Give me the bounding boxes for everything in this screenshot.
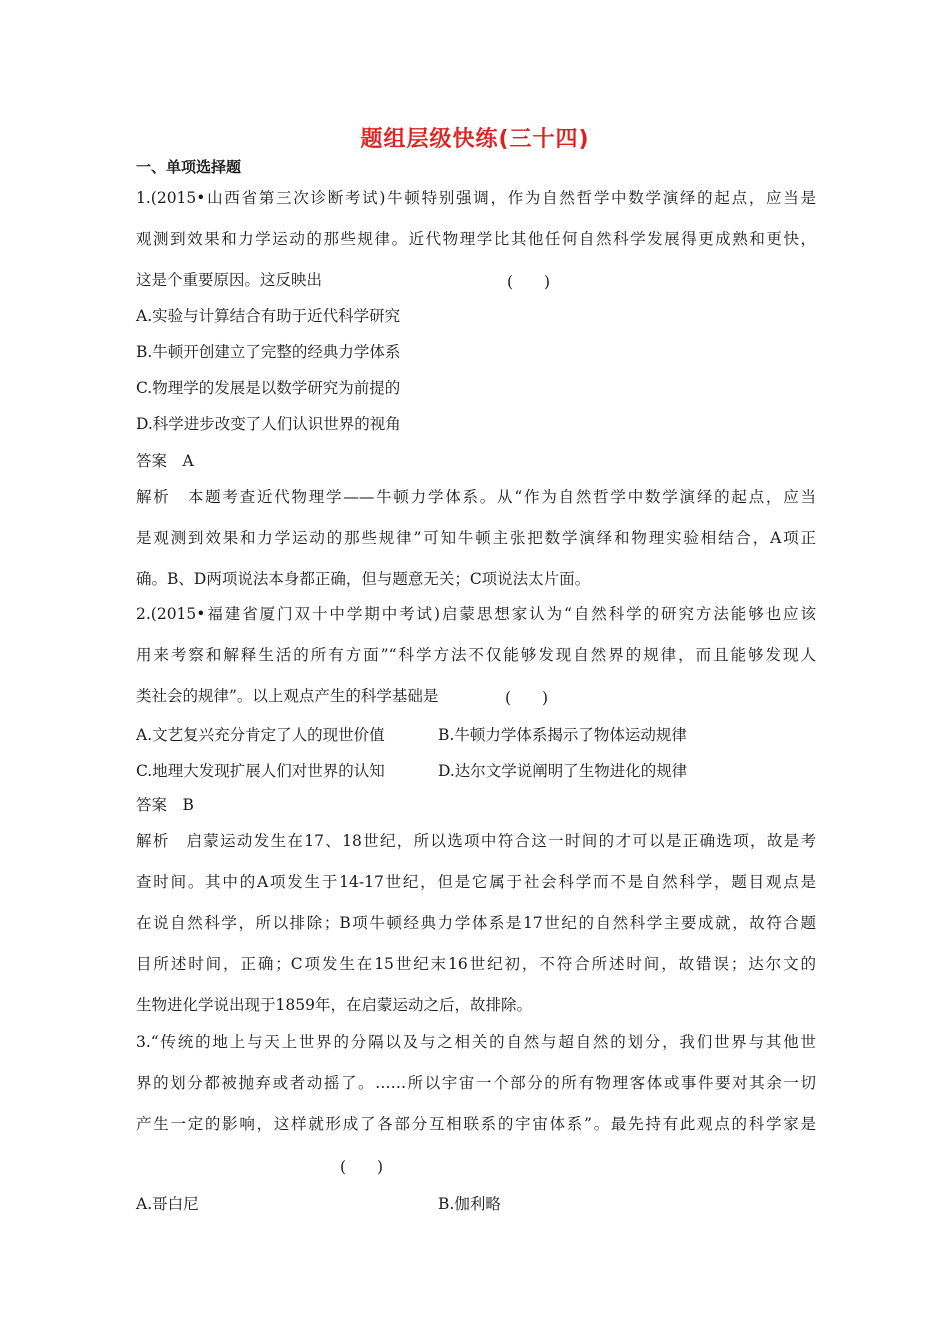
question-2-analysis-line-3: 在说自然科学，所以排除；B项牛顿经典力学体系是17世纪的自然科学主要成就，故符合题 (136, 914, 816, 932)
question-3-line-1: 3.“传统的地上与天上世界的分隔以及与之相关的自然与超自然的划分，我们世界与其他世 (136, 1033, 816, 1051)
question-1-analysis-line-2: 是观测到效果和力学运动的那些规律”可知牛顿主张把数学演绎和物理实验相结合，A项正 (136, 529, 816, 547)
question-2-option-c: C.地理大发现扩展人们对世界的认知 (136, 762, 385, 780)
question-1-analysis-line-1: 解析 本题考查近代物理学——牛顿力学体系。从“作为自然哲学中数学演绎的起点，应当 (136, 488, 816, 506)
question-1-option-b: B.牛顿开创建立了完整的经典力学体系 (136, 343, 401, 361)
question-2-option-d: D.达尔文学说阐明了生物进化的规律 (438, 762, 688, 780)
question-2-line-1: 2.(2015•福建省厦门双十中学期中考试)启蒙思想家认为“自然科学的研究方法能够也应该 (136, 605, 816, 623)
question-1-line-2: 观测到效果和力学运动的那些规律。近代物理学比其他任何自然科学发展得更成熟和更快， (136, 230, 816, 248)
question-1-answer: 答案 A (136, 452, 194, 470)
question-1-option-d: D.科学进步改变了人们认识世界的视角 (136, 415, 401, 433)
question-1-line-3: 这是个重要原因。这反映出 (136, 271, 323, 289)
question-2-analysis-line-5: 生物进化学说出现于1859年，在启蒙运动之后，故排除。 (136, 996, 532, 1014)
question-2-line-3: 类社会的规律”。以上观点产生的科学基础是 (136, 687, 439, 705)
question-2-analysis-line-2: 查时间。其中的A项发生于14-17世纪，但是它属于社会科学而不是自然科学，题目观点是 (136, 873, 816, 891)
page-title: 题组层级快练(三十四) (360, 127, 590, 152)
question-3-option-a: A.哥白尼 (136, 1195, 199, 1213)
question-1-answer-blank: ( ) (507, 273, 551, 291)
question-2-answer: 答案 B (136, 796, 194, 814)
question-2-analysis-line-1: 解析 启蒙运动发生在17、18世纪，所以选项中符合这一时间的才可以是正确选项，故是考 (136, 832, 816, 850)
question-3-line-2: 界的划分都被抛弃或者动摇了。……所以宇宙一个部分的所有物理客体或事件要对其余一切 (136, 1074, 816, 1092)
question-2-line-2: 用来考察和解释生活的所有方面”“科学方法不仅能够发现自然界的规律，而且能够发现人 (136, 646, 816, 664)
question-2-answer-blank: ( ) (505, 689, 549, 707)
question-2-analysis-line-4: 目所述时间，正确；C项发生在15世纪末16世纪初，不符合所述时间，故错误；达尔文的 (136, 955, 816, 973)
question-1-option-a: A.实验与计算结合有助于近代科学研究 (136, 307, 401, 325)
question-2-option-b: B.牛顿力学体系揭示了物体运动规律 (438, 726, 687, 744)
question-3-option-b: B.伽利略 (438, 1195, 501, 1213)
question-1-analysis-line-3: 确。B、D两项说法本身都正确，但与题意无关；C项说法太片面。 (136, 570, 591, 588)
question-1-line-1: 1.(2015•山西省第三次诊断考试)牛顿特别强调，作为自然哲学中数学演绎的起点，应当是 (136, 189, 816, 207)
question-1-option-c: C.物理学的发展是以数学研究为前提的 (136, 379, 401, 397)
question-2-option-a: A.文艺复兴充分肯定了人的现世价值 (136, 726, 385, 744)
section-heading: 一、单项选择题 (136, 158, 242, 176)
question-3-line-3: 产生一定的影响，这样就形成了各部分互相联系的宇宙体系”。最先持有此观点的科学家是 (136, 1115, 816, 1133)
question-3-answer-blank: ( ) (340, 1158, 384, 1176)
